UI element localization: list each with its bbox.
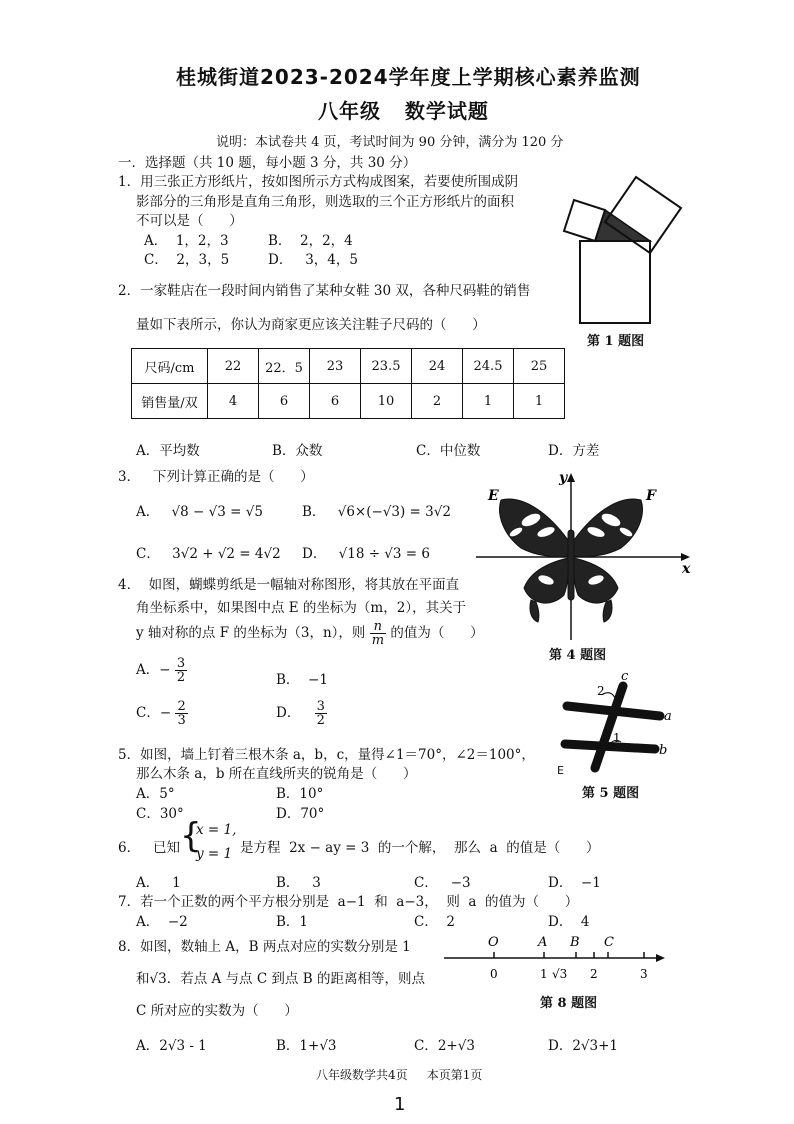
exam-title: 桂城街道2023-2024学年度上学期核心素养监测 <box>176 65 641 89</box>
table-cell: 22 <box>208 349 259 384</box>
label-b: b <box>659 743 668 758</box>
q4-option-c-label: C．− <box>136 705 172 721</box>
frac-num: 3 <box>316 699 325 714</box>
tick-label: 2 <box>590 967 598 981</box>
table-cell: 1 <box>463 384 514 419</box>
q7-option-c: C． 2 <box>414 914 456 930</box>
q5-line1: 5．如图，墙上钉着三根木条 a，b，c，量得∠1＝70°，∠2＝100°， <box>118 747 535 763</box>
q8-option-a: A．2√3 - 1 <box>136 1038 207 1054</box>
table-cell: 6 <box>310 384 361 419</box>
point-c-label: C <box>604 935 614 950</box>
q8-option-c: C．2+√3 <box>414 1038 475 1054</box>
q2-line1: 2．一家鞋店在一段时间内销售了某种女鞋 30 双，各种尺码鞋的销售 <box>118 283 531 299</box>
q7-option-d: D． 4 <box>548 914 590 930</box>
q4-option-b: B． −1 <box>276 672 328 688</box>
q2-option-b: B．众数 <box>272 443 323 459</box>
label-2: 2 <box>597 684 605 698</box>
table-cell: 1 <box>514 384 565 419</box>
q2-option-a: A．平均数 <box>136 443 200 459</box>
q4-option-d-label: D． <box>276 705 301 721</box>
q1-figure <box>550 175 685 345</box>
q3-option-a <box>136 500 263 520</box>
q8-line2: 和√3．若点 A 与点 C 到点 B 的距离相等，则点 <box>136 971 425 987</box>
section-heading: 一．选择题（共 10 题，每小题 3 分，共 30 分） <box>118 155 417 171</box>
q4-line1: 4． 如图，蝴蝶剪纸是一幅轴对称图形，将其放在平面直 <box>118 577 460 593</box>
q1-line3: 不可以是（ ） <box>136 213 243 229</box>
q5-option-a: A．5° <box>136 786 175 802</box>
q4-option-a <box>136 657 187 684</box>
q4-option-c-frac <box>175 700 187 727</box>
q8-line3: C 所对应的实数为（ ） <box>136 1003 298 1019</box>
q4-option-d <box>276 700 327 727</box>
table-cell: 23 <box>310 349 361 384</box>
point-o-label: O <box>488 935 499 950</box>
q6-brace: { <box>180 816 202 856</box>
table-cell: 6 <box>259 384 310 419</box>
table-cell: 4 <box>208 384 259 419</box>
q1-option-a: A． 1，2，3 <box>144 233 229 249</box>
label-1: 1 <box>613 731 621 745</box>
q5-figure-e-label: E <box>557 764 564 777</box>
table-header-cell: 销售量/双 <box>132 384 208 419</box>
q5-line2: 那么木条 a，b 所在直线所夹的锐角是（ ） <box>136 766 417 782</box>
stick-c <box>595 686 623 768</box>
q6-option-d: D． −1 <box>548 875 601 891</box>
q5-option-d: D．70° <box>276 806 325 822</box>
q1-line1: 1．用三张正方形纸片，按如图所示方式构成图案，若要使所围成阴 <box>118 174 519 190</box>
q5-option-c: C．30° <box>136 806 184 822</box>
exam-subtitle: 八年级 数学试题 <box>318 99 489 123</box>
q3-option-c-label: C． <box>136 546 160 562</box>
q4-line3-tail: 的值为（ ） <box>390 625 484 641</box>
frac-den: 2 <box>316 713 325 728</box>
q1-option-b: B． 2，2，4 <box>268 233 353 249</box>
q6-system-line2: y = 1 <box>196 846 233 862</box>
q3-option-d <box>302 542 430 562</box>
table-cell: 22．5 <box>259 349 310 384</box>
page-footer: 八年级数学共4页 本页第1页 <box>316 1068 483 1082</box>
label-c: c <box>621 669 629 684</box>
q4-line2: 角坐标系中，如果图中点 E 的坐标为（m，2），其关于 <box>136 600 467 616</box>
point-e-label: E <box>488 488 499 504</box>
q8-line1: 8．如图，数轴上 A，B 两点对应的实数分别是 1 <box>118 939 411 955</box>
q6-option-a: A． 1 <box>136 875 181 891</box>
table-cell: 24.5 <box>463 349 514 384</box>
q6-system-line1: x = 1, <box>196 822 237 838</box>
q1-caption: 第 1 题图 <box>587 334 645 349</box>
table-cell: 2 <box>412 384 463 419</box>
point-f-label: F <box>646 488 656 504</box>
tick-label: √3 <box>552 967 568 981</box>
q1-option-d: D． 3，4，5 <box>268 252 358 268</box>
frac-num: 2 <box>177 699 186 714</box>
q4-butterfly-figure <box>476 470 694 640</box>
q8-number-line-figure <box>440 930 670 990</box>
q3-option-d-expr: √18 ÷ √3 = 6 <box>338 546 430 562</box>
q2-option-c: C．中位数 <box>416 443 481 459</box>
point-a-label: A <box>538 935 548 950</box>
q3-stem: 3． 下列计算正确的是（ ） <box>118 469 314 485</box>
q8-option-b: B．1+√3 <box>276 1038 337 1054</box>
q4-option-d-frac <box>315 700 327 727</box>
q4-fraction-num: n <box>370 620 386 634</box>
table-cell: 10 <box>361 384 412 419</box>
q5-sticks-figure <box>555 668 680 778</box>
y-axis-label: y <box>559 470 568 486</box>
q7-option-b: B．1 <box>276 914 309 930</box>
q6-tail: 是方程 2x − ay = 3 的一个解， 那么 a 的值是（ ） <box>240 840 600 856</box>
table-cell: 23.5 <box>361 349 412 384</box>
frac-num: 3 <box>176 656 186 671</box>
table-row <box>132 384 565 419</box>
q8-option-d: D．2√3+1 <box>548 1038 619 1054</box>
table-row <box>132 349 565 384</box>
tick-label: 1 <box>540 967 548 981</box>
number-line-arrow <box>656 954 665 962</box>
q4-line3 <box>136 620 484 647</box>
y-axis-arrow <box>567 473 575 482</box>
q8-caption: 第 8 题图 <box>540 996 598 1011</box>
q7-stem: 7．若一个正数的两个平方根分别是 a−1 和 a−3， 则 a 的值为（ ） <box>118 894 579 910</box>
page-number: 1 <box>394 1094 406 1115</box>
point-b-label: B <box>570 935 580 950</box>
table-cell: 24 <box>412 349 463 384</box>
tick-label: 0 <box>490 967 498 981</box>
table-cell: 25 <box>514 349 565 384</box>
q4-fraction-den: m <box>371 633 385 648</box>
q3-option-c-expr: 3√2 + √2 = 4√2 <box>172 546 281 562</box>
tick-label: 3 <box>640 967 648 981</box>
q3-option-d-label: D． <box>302 546 327 562</box>
stick-b <box>565 744 655 749</box>
q4-line3-lead: y 轴对称的点 F 的坐标为（3，n），则 <box>136 625 366 641</box>
x-axis-arrow <box>681 553 690 561</box>
q4-option-a-label: A．− <box>136 662 171 678</box>
q3-option-b-expr: √6×(−√3) = 3√2 <box>337 504 451 520</box>
q3-option-c <box>136 542 281 562</box>
q3-option-b <box>302 500 451 520</box>
q4-option-c <box>136 700 188 727</box>
frac-den: 2 <box>176 670 186 685</box>
q3-option-a-label: A． <box>136 504 160 520</box>
x-axis-label: x <box>682 561 691 577</box>
q3-option-b-label: B． <box>302 504 326 520</box>
q2-size-table <box>131 348 565 419</box>
q6-lead: 6． 已知 <box>118 840 180 856</box>
frac-den: 3 <box>177 713 186 728</box>
q4-fraction <box>370 620 386 647</box>
q5-caption: 第 5 题图 <box>582 786 640 801</box>
q1-line2: 影部分的三角形是直角三角形，则选取的三个正方形纸片的面积 <box>136 194 514 210</box>
q4-option-a-frac <box>175 657 187 684</box>
q3-option-a-expr: √8 − √3 = √5 <box>171 504 263 520</box>
q5-option-b: B．10° <box>276 786 324 802</box>
table-header-cell: 尺码/cm <box>132 349 208 384</box>
label-a: a <box>664 709 672 724</box>
q2-line2: 量如下表所示，你认为商家更应该关注鞋子尺码的（ ） <box>136 317 486 333</box>
q6-option-c: C． −3 <box>414 875 471 891</box>
q7-option-a: A． −2 <box>136 914 188 930</box>
exam-instructions: 说明：本试卷共 4 页，考试时间为 90 分钟，满分为 120 分 <box>216 135 564 150</box>
q1-bottom-square <box>580 241 650 323</box>
q2-option-d: D．方差 <box>548 443 600 459</box>
q1-option-c: C． 2，3，5 <box>144 252 230 268</box>
q4-caption: 第 4 题图 <box>549 648 607 663</box>
q6-option-b: B． 3 <box>276 875 321 891</box>
